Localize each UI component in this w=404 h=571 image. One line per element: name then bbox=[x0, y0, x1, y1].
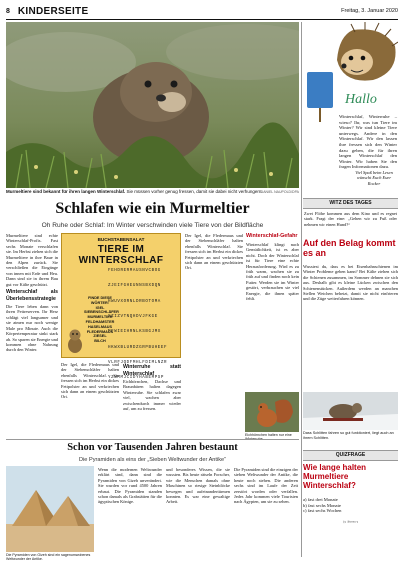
section-title: KINDERSEITE bbox=[17, 5, 89, 17]
find-word: SIEBENSCHLÄFER bbox=[84, 310, 119, 315]
pyramids-column-2 bbox=[166, 467, 230, 507]
photo-credit: DANIEL NAUPOLD/DPA bbox=[260, 190, 299, 194]
joke-text: Zwei Flöhe kommen aus dem Kino und es regnet stark. Fragt der eine: „Gehen wir zu Fuß oder nehmen wir einen Hund?“ bbox=[304, 211, 397, 227]
belag-title: Auf den Belag kommt es an bbox=[303, 238, 396, 258]
quiz-option: a) fast drei Monate bbox=[303, 497, 338, 502]
hallo-title: Hallo bbox=[345, 92, 377, 107]
quiz-option: b) fast sechs Monate bbox=[303, 502, 341, 508]
find-word: HASELMAUS bbox=[87, 324, 113, 329]
article-column-1 bbox=[6, 233, 58, 355]
page-number: 8 bbox=[6, 7, 10, 15]
article-title: Schlafen wie ein Murmeltier bbox=[55, 200, 250, 217]
article-col1b-text: Die Tiere leben dann von ihren Fettreserven. Ihr Herz schlägt viel langsamer und sie atmen nur noch wenige Male pro Minute. Auch die Körpertemperatur sinkt stark ab. So sparen sie Energie und kommen ohne Nahrung durch den Winter. bbox=[6, 304, 58, 353]
photo-caption-bold: Murmeltiere sind bekannt für ihren langen Winterschlaf. bbox=[6, 189, 126, 194]
find-word: MURMELTIER bbox=[87, 315, 113, 320]
pyramids-caption: Die Pyramiden von Gizeh sind ein sagenumwobenes Weltwunder der Antike. bbox=[6, 553, 91, 562]
puzzle-label: BUCHSTABENSALAT bbox=[97, 237, 145, 242]
article-subtitle: Oh Ruhe oder Schlaf: Im Winter verschwinden viele Tiere von der Bildfläche bbox=[41, 222, 264, 229]
article-col2-text: Der Igel, die Fledermaus und der Siebenschläfer halten ebenfalls Winterschlaf. Sie fressen sich im Herbst ein dickes Fettpolster an und verkriechen sich dann an einem geschützten Ort. bbox=[61, 362, 119, 400]
article-col2-heading: Winterruhe statt Winterschlaf bbox=[123, 364, 181, 377]
danger-heading: Winterschlaf-Gefahr bbox=[246, 233, 298, 239]
pyramids-text-2: und besonderes Wissen, die sie wussten. Bis heute rätseln Forscher, wie die Menschen damals ohne Maschinen so riesige Steinblöcke bewegen und aufeinandertürmen konnten. Es war eine gewaltige Arbeit. bbox=[166, 467, 230, 505]
find-word: IGEL bbox=[95, 305, 105, 310]
article-column-4 bbox=[185, 233, 243, 273]
article-column-5 bbox=[246, 242, 299, 303]
danger-text: Winterschlaf klingt nach Gemütlichkeit, ist es aber nicht. Doch der Winterschlaf ist für Tiere eine echte Herausforderung. Wird es zu früh warm, wachen sie zu früh auf und finden noch kein Futter. Werden sie im Winter gestört, verbrauchen sie viel Energie, die ihnen später fehlt. bbox=[246, 242, 299, 302]
belag-text: Wusstest du, dass es bei Eisenbahnschienen im Winter Probleme geben kann? Bei Kälte ziehen sich die Schienen zusammen, im Sommer dehnen sie sich aus. Deshalb gibt es kleine Lücken zwischen den Schienenstücken. Außerdem werden an manchen Stellen Weichen beheizt, damit sie nicht einfrieren und die Züge weiterfahren können. bbox=[303, 264, 398, 302]
puzzle-row: HKWXBLURDZGRPBUHEEF bbox=[108, 345, 168, 350]
marmot-icon bbox=[66, 328, 84, 354]
quiz-label: QUIZFRAGE bbox=[303, 450, 398, 461]
puzzle-row: ZJEIFGHEUNNSBXDQN bbox=[108, 284, 161, 289]
squirrel-caption: Eichhörnchen halten nur eine bbox=[245, 433, 292, 437]
quiz-options bbox=[303, 497, 398, 514]
puzzle-row: XZIZVTNQHDVJFKGE bbox=[108, 315, 158, 320]
joke-box bbox=[303, 198, 398, 229]
pyramids-column-1 bbox=[98, 467, 162, 507]
header-rule bbox=[6, 19, 398, 20]
pyramids-column-3 bbox=[234, 467, 298, 507]
hallo-text: Winterschlaf, Winterruhe – wieso? Ihr, was tun Tiere im Winter? Wir sind kleine Tiere unterwegs. Andere in den Winterschlaf. Wir den lassen ihre fressen sich den Winter dazu geben, die für ihren langen Winterschlaf den Winter. Wir haben Sie den fragen Informationen dazu. bbox=[339, 114, 397, 170]
issue-date: Freitag, 3. Januar 2020 bbox=[341, 8, 398, 14]
photo-caption-text: Sie müssen vorher genug fressen, damit sie dabei nicht verhungern. bbox=[126, 189, 263, 194]
hallo-box bbox=[303, 22, 398, 186]
article-column-2 bbox=[61, 362, 119, 402]
puzzle-row: YZWMMJCIDYHABEMPSP bbox=[108, 376, 165, 381]
squirrel-photo bbox=[245, 392, 299, 432]
page-header bbox=[6, 4, 398, 18]
pyramids-text-3: Die Pyramiden sind die einzigen der sieben Weltwunder der Antike, die heute noch stehen. Die anderen sechs sind im Laufe der Zeit zerstört worden oder verfallen. Jedes Jahr kommen viele Touristen nach Ägypten, um sie zu sehen. bbox=[234, 467, 299, 505]
puzzle-row: FEHDRERMAUSNVCBOG bbox=[108, 269, 161, 274]
quiz-answer: Lösung: b) bbox=[343, 520, 358, 524]
find-word: ZIESEL bbox=[93, 334, 107, 339]
section-rule bbox=[6, 439, 299, 440]
pyramids-text-1: Wenn die modernen Weltwunder erklärt sind, dann sind die Pyramiden von Gizeh unverändert. Sie wurden vor rund 4500 Jahren erbaut. Die Pyramiden standen schon damals als Grabstätten für die ägyptischen Könige. bbox=[98, 467, 162, 505]
puzzle-row: HWUVXORNLDRBOTOMA bbox=[108, 299, 161, 304]
pyramids-subtitle: Die Pyramiden als eins der „Sieben Weltwunder der Antike“ bbox=[79, 457, 226, 463]
quiz-question: Wie lange halten Murmeltiere Winterschlaf? bbox=[303, 463, 367, 490]
hallo-signature: Viel Spaß beim Lesen wünscht Euch Euer Rocker bbox=[355, 170, 393, 186]
pyramids-title: Schon vor Tausenden Jahren bestaunt bbox=[67, 442, 238, 453]
marmot-photo bbox=[6, 22, 299, 188]
pyramids-photo bbox=[6, 466, 94, 552]
article-column-3 bbox=[123, 362, 181, 413]
puzzle-word-list bbox=[84, 296, 119, 344]
find-word: FELDHAMSTER bbox=[85, 319, 115, 324]
marmot-photo-illustration bbox=[6, 22, 299, 188]
puzzle-row: VLRFJQDFMHLFDIMLNZR bbox=[108, 360, 168, 365]
find-word: BILCH bbox=[94, 339, 106, 344]
sled-caption: Dass Schlitten fahren so gut funktioniert, liegt auch an ihrem Schlitten. bbox=[303, 431, 394, 440]
column-divider bbox=[301, 22, 302, 557]
photo-caption bbox=[6, 189, 299, 195]
pyramids-illustration bbox=[6, 466, 94, 552]
puzzle-row: MFWIEIHRNLKSBGJMX bbox=[108, 330, 161, 335]
article-col2b-text: Eichhörnchen, Dachse und Braunbären halten dagegen Winterruhe. Sie schlafen zwar viel, wachen aber zwischendurch immer wieder auf, um zu fressen. bbox=[123, 379, 181, 412]
sled-photo bbox=[303, 392, 398, 430]
find-word: FLEDERMAUS bbox=[86, 329, 114, 334]
joke-label: WITZ DES TAGES bbox=[303, 198, 398, 209]
article-col1-heading: Winterschlaf als Überlebensstrategie bbox=[6, 289, 58, 303]
sled-illustration bbox=[303, 392, 398, 430]
article-col2b-repeat: Der Igel, die Fledermaus und der Siebenschläfer halten ebenfalls Winterschlaf. Sie fressen sich im Herbst ein dickes Fettpolster an und verkriechen sich dann an einem geschützten Ort. bbox=[185, 233, 243, 271]
article-col1-text: Murmeltiere sind echte Winterschlaf-Profis. Fast sechs Monate verschlafen sie. Im Herbst ziehen sich die Murmeltiere in ihre Baue in den Alpen zurück. Sie verschließen die Eingänge von innen mit Erde und Heu. Dann sind sie in ihrem Bau gut vor Kälte geschützt. bbox=[6, 233, 58, 287]
squirrel-illustration bbox=[245, 392, 299, 432]
quiz-option: c) fast sechs Wochen bbox=[303, 508, 342, 514]
puzzle-title: TIERE IM WINTERSCHLAF bbox=[78, 244, 164, 266]
find-label: FINDE DIESE WÖRTER: bbox=[88, 296, 112, 305]
